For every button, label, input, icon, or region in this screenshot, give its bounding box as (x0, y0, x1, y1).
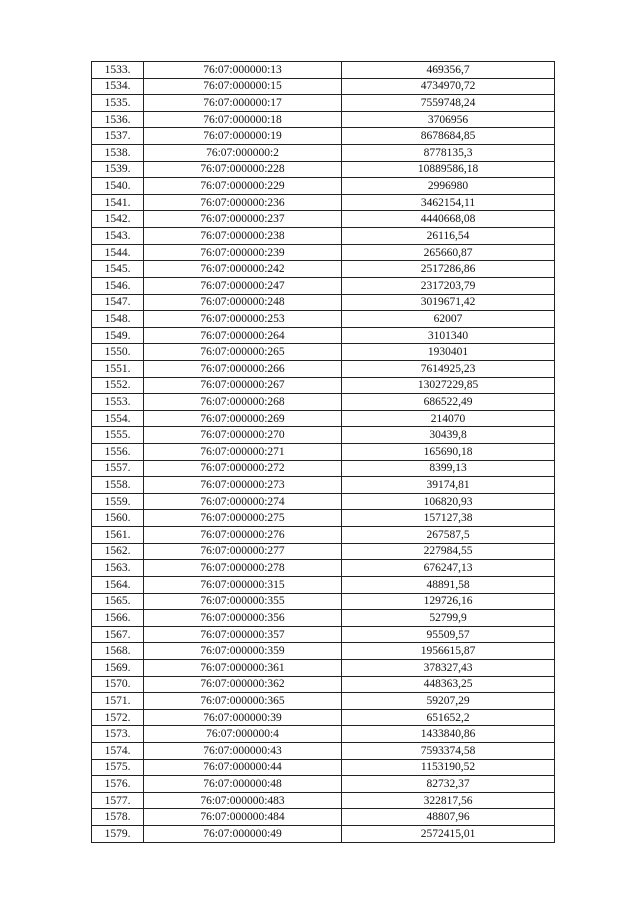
cadastral-number-cell: 76:07:000000:15 (144, 78, 342, 95)
cadastral-value-cell: 676247,13 (342, 560, 555, 577)
row-number-cell: 1573. (92, 726, 144, 743)
cadastral-value-cell: 469356,7 (342, 62, 555, 79)
table-row (92, 709, 555, 726)
cadastral-value-cell: 4440668,08 (342, 211, 555, 228)
cadastral-number-cell: 76:07:000000:315 (144, 576, 342, 593)
cadastral-number-cell: 76:07:000000:272 (144, 460, 342, 477)
row-number-cell: 1551. (92, 360, 144, 377)
table-row (92, 211, 555, 228)
cadastral-value-cell: 48891,58 (342, 576, 555, 593)
table-row (92, 527, 555, 544)
cadastral-value-cell: 448363,25 (342, 676, 555, 693)
row-number-cell: 1574. (92, 742, 144, 759)
cadastral-number-cell: 76:07:000000:13 (144, 62, 342, 79)
cadastral-value-cell: 95509,57 (342, 626, 555, 643)
cadastral-value-cell: 378327,43 (342, 659, 555, 676)
row-number-cell: 1537. (92, 128, 144, 145)
table-row (92, 344, 555, 361)
cadastral-value-cell: 8678684,85 (342, 128, 555, 145)
row-number-cell: 1552. (92, 377, 144, 394)
table-row (92, 427, 555, 444)
row-number-cell: 1539. (92, 161, 144, 178)
cadastral-value-cell: 322817,56 (342, 792, 555, 809)
row-number-cell: 1557. (92, 460, 144, 477)
cadastral-value-cell: 8399,13 (342, 460, 555, 477)
cadastral-number-cell: 76:07:000000:274 (144, 493, 342, 510)
cadastral-number-cell: 76:07:000000:276 (144, 527, 342, 544)
table-row (92, 726, 555, 743)
cadastral-value-cell: 651652,2 (342, 709, 555, 726)
cadastral-number-cell: 76:07:000000:357 (144, 626, 342, 643)
row-number-cell: 1578. (92, 809, 144, 826)
row-number-cell: 1549. (92, 327, 144, 344)
row-number-cell: 1534. (92, 78, 144, 95)
table-row (92, 244, 555, 261)
cadastral-value-cell: 106820,93 (342, 493, 555, 510)
row-number-cell: 1553. (92, 394, 144, 411)
table-row (92, 477, 555, 494)
table-row (92, 809, 555, 826)
row-number-cell: 1562. (92, 543, 144, 560)
cadastral-value-cell: 7614925,23 (342, 360, 555, 377)
cadastral-number-cell: 76:07:000000:271 (144, 444, 342, 461)
table-row (92, 593, 555, 610)
cadastral-value-cell: 10889586,18 (342, 161, 555, 178)
table-row (92, 826, 555, 843)
table-row (92, 576, 555, 593)
row-number-cell: 1579. (92, 826, 144, 843)
table-row (92, 294, 555, 311)
row-number-cell: 1570. (92, 676, 144, 693)
table-row (92, 410, 555, 427)
row-number-cell: 1576. (92, 776, 144, 793)
cadastral-value-cell: 686522,49 (342, 394, 555, 411)
cadastral-value-cell: 7593374,58 (342, 742, 555, 759)
table-row (92, 128, 555, 145)
row-number-cell: 1541. (92, 194, 144, 211)
table-row (92, 693, 555, 710)
cadastral-number-cell: 76:07:000000:270 (144, 427, 342, 444)
cadastral-value-cell: 1433840,86 (342, 726, 555, 743)
row-number-cell: 1564. (92, 576, 144, 593)
row-number-cell: 1566. (92, 610, 144, 627)
row-number-cell: 1533. (92, 62, 144, 79)
cadastral-number-cell: 76:07:000000:39 (144, 709, 342, 726)
cadastral-value-cell: 4734970,72 (342, 78, 555, 95)
table-row (92, 460, 555, 477)
cadastral-number-cell: 76:07:000000:267 (144, 377, 342, 394)
cadastral-value-cell: 82732,37 (342, 776, 555, 793)
cadastral-number-cell: 76:07:000000:228 (144, 161, 342, 178)
table-row (92, 360, 555, 377)
cadastral-number-cell: 76:07:000000:359 (144, 643, 342, 660)
cadastral-number-cell: 76:07:000000:239 (144, 244, 342, 261)
cadastral-number-cell: 76:07:000000:49 (144, 826, 342, 843)
row-number-cell: 1571. (92, 693, 144, 710)
cadastral-number-cell: 76:07:000000:273 (144, 477, 342, 494)
cadastral-number-cell: 76:07:000000:19 (144, 128, 342, 145)
table-row (92, 194, 555, 211)
cadastral-value-cell: 39174,81 (342, 477, 555, 494)
cadastral-number-cell: 76:07:000000:238 (144, 228, 342, 245)
cadastral-number-cell: 76:07:000000:361 (144, 659, 342, 676)
cadastral-value-cell: 157127,38 (342, 510, 555, 527)
row-number-cell: 1536. (92, 111, 144, 128)
cadastral-number-cell: 76:07:000000:269 (144, 410, 342, 427)
cadastral-number-cell: 76:07:000000:356 (144, 610, 342, 627)
row-number-cell: 1538. (92, 145, 144, 162)
row-number-cell: 1544. (92, 244, 144, 261)
cadastral-number-cell: 76:07:000000:18 (144, 111, 342, 128)
row-number-cell: 1555. (92, 427, 144, 444)
cadastral-number-cell: 76:07:000000:268 (144, 394, 342, 411)
table-row (92, 95, 555, 112)
table-row (92, 659, 555, 676)
table-row (92, 776, 555, 793)
row-number-cell: 1567. (92, 626, 144, 643)
cadastral-value-cell: 26116,54 (342, 228, 555, 245)
cadastral-value-cell: 2317203,79 (342, 277, 555, 294)
cadastral-number-cell: 76:07:000000:247 (144, 277, 342, 294)
cadastral-value-cell: 3706956 (342, 111, 555, 128)
table-row (92, 543, 555, 560)
cadastral-value-cell: 227984,55 (342, 543, 555, 560)
cadastral-number-cell: 76:07:000000:48 (144, 776, 342, 793)
cadastral-number-cell: 76:07:000000:277 (144, 543, 342, 560)
table-row (92, 560, 555, 577)
cadastral-value-cell: 1153190,52 (342, 759, 555, 776)
cadastral-number-cell: 76:07:000000:17 (144, 95, 342, 112)
table-row (92, 78, 555, 95)
row-number-cell: 1556. (92, 444, 144, 461)
table-row (92, 377, 555, 394)
row-number-cell: 1565. (92, 593, 144, 610)
table-row (92, 178, 555, 195)
row-number-cell: 1540. (92, 178, 144, 195)
cadastral-value-cell: 13027229,85 (342, 377, 555, 394)
cadastral-number-cell: 76:07:000000:4 (144, 726, 342, 743)
cadastral-value-cell: 267587,5 (342, 527, 555, 544)
cadastral-value-cell: 3019671,42 (342, 294, 555, 311)
row-number-cell: 1547. (92, 294, 144, 311)
row-number-cell: 1568. (92, 643, 144, 660)
cadastral-value-cell: 52799,9 (342, 610, 555, 627)
cadastral-value-cell: 165690,18 (342, 444, 555, 461)
cadastral-value-cell: 30439,8 (342, 427, 555, 444)
table-row (92, 792, 555, 809)
table-row (92, 626, 555, 643)
cadastral-number-cell: 76:07:000000:362 (144, 676, 342, 693)
row-number-cell: 1543. (92, 228, 144, 245)
table-row (92, 493, 555, 510)
row-number-cell: 1560. (92, 510, 144, 527)
row-number-cell: 1554. (92, 410, 144, 427)
cadastral-number-cell: 76:07:000000:264 (144, 327, 342, 344)
row-number-cell: 1542. (92, 211, 144, 228)
table-row (92, 610, 555, 627)
row-number-cell: 1558. (92, 477, 144, 494)
table-row (92, 643, 555, 660)
cadastral-number-cell: 76:07:000000:278 (144, 560, 342, 577)
row-number-cell: 1545. (92, 261, 144, 278)
table-row (92, 145, 555, 162)
cadastral-value-cell: 1930401 (342, 344, 555, 361)
cadastral-number-cell: 76:07:000000:2 (144, 145, 342, 162)
cadastral-value-cell: 3101340 (342, 327, 555, 344)
row-number-cell: 1559. (92, 493, 144, 510)
cadastral-number-cell: 76:07:000000:265 (144, 344, 342, 361)
cadastral-number-cell: 76:07:000000:44 (144, 759, 342, 776)
cadastral-number-cell: 76:07:000000:355 (144, 593, 342, 610)
cadastral-number-cell: 76:07:000000:242 (144, 261, 342, 278)
row-number-cell: 1561. (92, 527, 144, 544)
cadastral-value-cell: 2996980 (342, 178, 555, 195)
cadastral-value-cell: 1956615,87 (342, 643, 555, 660)
row-number-cell: 1550. (92, 344, 144, 361)
cadastral-number-cell: 76:07:000000:248 (144, 294, 342, 311)
cadastral-value-table (91, 61, 555, 843)
table-row (92, 742, 555, 759)
table-row (92, 444, 555, 461)
row-number-cell: 1577. (92, 792, 144, 809)
row-number-cell: 1563. (92, 560, 144, 577)
table-row (92, 228, 555, 245)
cadastral-value-cell: 48807,96 (342, 809, 555, 826)
cadastral-value-cell: 8778135,3 (342, 145, 555, 162)
table-row (92, 261, 555, 278)
cadastral-value-cell: 265660,87 (342, 244, 555, 261)
row-number-cell: 1546. (92, 277, 144, 294)
cadastral-value-cell: 3462154,11 (342, 194, 555, 211)
cadastral-number-cell: 76:07:000000:484 (144, 809, 342, 826)
cadastral-value-cell: 62007 (342, 311, 555, 328)
cadastral-value-cell: 7559748,24 (342, 95, 555, 112)
cadastral-number-cell: 76:07:000000:275 (144, 510, 342, 527)
cadastral-number-cell: 76:07:000000:266 (144, 360, 342, 377)
table-row (92, 277, 555, 294)
row-number-cell: 1535. (92, 95, 144, 112)
cadastral-value-cell: 2572415,01 (342, 826, 555, 843)
cadastral-value-cell: 2517286,86 (342, 261, 555, 278)
cadastral-number-cell: 76:07:000000:483 (144, 792, 342, 809)
table-row (92, 327, 555, 344)
table-row (92, 510, 555, 527)
row-number-cell: 1572. (92, 709, 144, 726)
table-row (92, 161, 555, 178)
cadastral-number-cell: 76:07:000000:229 (144, 178, 342, 195)
row-number-cell: 1575. (92, 759, 144, 776)
row-number-cell: 1569. (92, 659, 144, 676)
table-row (92, 676, 555, 693)
table-body (92, 62, 555, 843)
table-row (92, 111, 555, 128)
cadastral-value-cell: 214070 (342, 410, 555, 427)
row-number-cell: 1548. (92, 311, 144, 328)
cadastral-number-cell: 76:07:000000:236 (144, 194, 342, 211)
table-row (92, 62, 555, 79)
table-row (92, 311, 555, 328)
cadastral-number-cell: 76:07:000000:237 (144, 211, 342, 228)
cadastral-number-cell: 76:07:000000:43 (144, 742, 342, 759)
table-row (92, 394, 555, 411)
cadastral-value-cell: 129726,16 (342, 593, 555, 610)
cadastral-value-cell: 59207,29 (342, 693, 555, 710)
table-row (92, 759, 555, 776)
cadastral-number-cell: 76:07:000000:253 (144, 311, 342, 328)
cadastral-number-cell: 76:07:000000:365 (144, 693, 342, 710)
